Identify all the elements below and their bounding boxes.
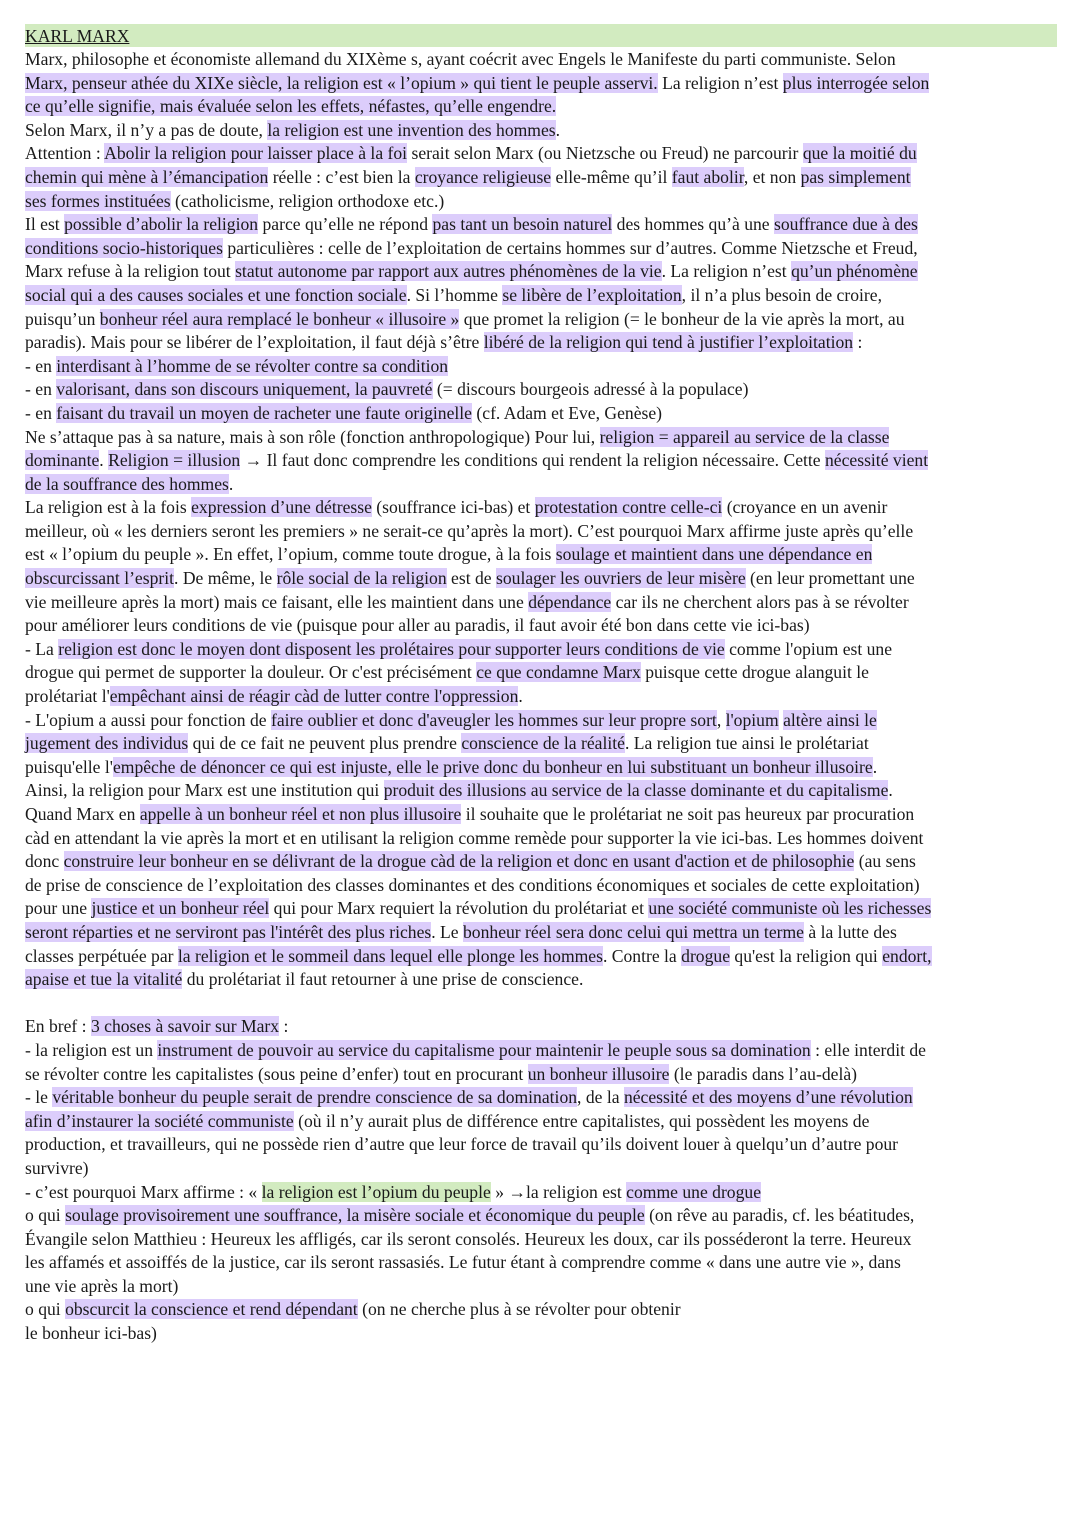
plain-text: prolétariat l' [25,686,110,707]
plain-text: o qui [25,1299,66,1320]
highlighted-text-purple: endort, [882,945,932,966]
highlighted-text-purple: ses formes instituées [25,190,171,211]
highlighted-text-purple: religion = appareil au service de la classe [599,426,890,447]
highlighted-text-purple: la religion est une invention des hommes [267,119,556,140]
highlighted-text-purple: appelle à un bonheur réel et non plus illusoire [139,804,462,824]
highlighted-text-purple: faisant du travail un moyen de racheter une faute originelle [56,402,472,423]
highlighted-text-purple: religion est donc le moyen dont disposent les prolétaires pour supporter leurs conditions de vie [58,638,725,659]
plain-text: puisqu'elle l' [25,756,113,777]
highlighted-text-purple: statut autonome par rapport aux autres phénomènes de la vie [235,261,662,282]
plain-text: les affamés et assoiffés de la justice, car ils seront rassasiés. Le futur étant à comprendre comme « dans une autre vie », dans [25,1252,901,1273]
plain-text: : [853,332,863,353]
text-line [25,449,1057,473]
text-line [25,921,1057,945]
plain-text: - L'opium a aussi pour fonction de [25,709,272,730]
plain-text: → Il faut donc comprendre les conditions qui rendent la religion nécessaire. Cette [240,450,825,471]
plain-text: (on rêve au paradis, cf. les béatitudes, [644,1205,915,1226]
plain-text: Évangile selon Matthieu : Heureux les affligés, car ils seront consolés. Heureux les doux, car ils posséderont la terre. Heureux [25,1228,912,1249]
plain-text: de prise de conscience de l’exploitation des classes dominantes et des conditions économiques et sociales de cette exploitation) [25,874,920,895]
highlighted-text-purple: apaise et tue la vitalité [25,969,183,990]
plain-text: Il est [25,214,65,235]
plain-text: . Le [431,921,463,942]
highlighted-text-purple: ce qu’elle signifie, mais évaluée selon les effets, néfastes, qu’elle engendre. [25,96,557,117]
document-body [25,48,1057,1346]
highlighted-text-purple: dépendance [528,591,612,612]
plain-text: puisque cette drogue alanguit le [640,662,869,683]
highlighted-text-purple: de la souffrance des hommes [25,473,229,494]
highlighted-text-purple: comme une drogue [626,1181,762,1202]
text-line [25,166,1057,190]
plain-text: drogue qui permet de supporter la douleur. Or c'est précisément [25,662,477,683]
text-line [25,237,1057,261]
text-line [25,520,1057,544]
highlighted-text-purple: chemin qui mène à l’émancipation [25,166,269,187]
plain-text: elle-même qu’il [551,166,672,187]
plain-text: - le [25,1087,53,1108]
highlighted-text-purple: soulager les ouvriers de leur misère [496,568,746,589]
plain-text: le bonheur ici-bas) [25,1323,157,1344]
text-line [25,378,1057,402]
text-line [25,732,1057,756]
plain-text: . [228,473,234,494]
text-line [25,1157,1057,1181]
plain-text: . Contre la [602,945,682,966]
text-line [25,213,1057,237]
highlighted-text-purple: instrument de pouvoir au service du capitalisme pour maintenir le peuple sous sa domination [157,1039,811,1060]
plain-text: est « l’opium du peuple ». En effet, l’opium, comme toute drogue, à la fois [25,544,556,565]
plain-text: , et non [743,166,801,187]
plain-text: (= discours bourgeois adressé à la populace) [432,379,749,400]
text-line [25,473,1057,497]
text-line [25,308,1057,332]
plain-text: : elle interdit de [810,1039,926,1060]
plain-text: se révolter contre les capitalistes (sous peine d’enfer) tout en procurant [25,1063,528,1084]
highlighted-text-purple: expression d’une détresse [191,497,372,518]
plain-text: il souhaite que le prolétariat ne soit pas heureux par procuration [461,804,915,824]
text-line [25,685,1057,709]
text-line [25,1110,1057,1134]
text-line [25,827,1057,851]
highlighted-text-purple: possible d’abolir la religion [64,214,259,235]
highlighted-text-green: la religion est l’opium du peuple [261,1181,491,1202]
text-line [25,968,1057,992]
plain-text: (cf. Adam et Eve, Genèse) [472,402,663,423]
plain-text: . Si l’homme [406,284,503,305]
highlighted-text-purple: soulage provisoirement une souffrance, la misère sociale et économique du peuple [65,1205,645,1226]
highlighted-text-purple: Religion = illusion [108,450,241,471]
highlighted-text-purple: obscurcit la conscience et rend dépendant [65,1299,358,1320]
plain-text: - la religion est un [25,1039,158,1060]
plain-text: pour améliorer leurs conditions de vie (puisque pour aller au paradis, il faut avoir été bon dans cette vie ici-bas) [25,615,810,636]
highlighted-text-purple: interdisant à l’homme de se révolter contre sa condition [56,355,449,376]
plain-text: du prolétariat il faut retourner à une prise de conscience. [182,969,584,990]
plain-text: (catholicisme, religion orthodoxe etc.) [170,190,445,211]
plain-text: - en [25,379,57,400]
highlighted-text-purple: bonheur réel aura remplacé le bonheur « illusoire » [99,308,460,329]
plain-text: . La religion tue ainsi le prolétariat [624,733,869,754]
plain-text: pour une [25,898,92,919]
text-line [25,543,1057,567]
highlighted-text-purple: soulage et maintient dans une dépendance en [555,544,873,565]
plain-text: En bref : [25,1016,91,1037]
plain-text: donc [25,851,64,872]
highlighted-text-purple: pas tant un besoin naturel [432,214,613,235]
text-line [25,1322,1057,1346]
plain-text: (on ne cherche plus à se révolter pour obtenir [357,1299,681,1320]
highlighted-text-purple: altère ainsi le [783,709,877,730]
text-line [25,661,1057,685]
title-highlight-bar [25,24,1057,47]
plain-text: comme l'opium est une [724,638,893,659]
highlighted-text-purple: rôle social de la religion [276,568,447,589]
plain-text: vie meilleure après la mort) mais ce faisant, elle les maintient dans une [25,591,529,612]
highlighted-text-purple: afin d’instaurer la société communiste [25,1110,294,1131]
plain-text: paradis). Mais pour se libérer de l’exploitation, il faut déjà s’être [25,332,484,353]
highlighted-text-purple: la religion et le sommeil dans lequel elle plonge les hommes [177,945,603,966]
text-line [25,48,1057,72]
text-line [25,614,1057,638]
text-line [25,1086,1057,1110]
highlighted-text-purple: social qui a des causes sociales et une fonction sociale [25,284,407,305]
text-line [25,119,1057,143]
plain-text: meilleur, où « les derniers seront les premiers » ne serait-ce qu’après la mort). C’est pourquoi Marx affirme juste après qu’elle [25,520,914,541]
plain-text: . [555,119,561,140]
text-line [25,190,1057,214]
plain-text: - La [25,638,59,659]
highlighted-text-purple: conditions socio-historiques [25,237,223,258]
highlighted-text-purple: protestation contre celle-ci [534,497,723,518]
plain-text: Marx refuse à la religion tout [25,261,236,282]
highlighted-text-purple: se libère de l’exploitation [502,284,682,305]
text-line [25,95,1057,119]
highlighted-text-purple: nécessité et des moyens d’une révolution [623,1087,913,1108]
highlighted-text-purple: souffrance due à des [774,214,918,235]
text-line [25,1204,1057,1228]
plain-text: (le paradis dans l’au-delà) [669,1063,857,1084]
plain-text: une vie après la mort) [25,1275,179,1296]
plain-text: particulières : celle de l’exploitation de certains hommes sur d’autres. Comme Nietzsche et Freud, [222,237,918,258]
text-line [25,709,1057,733]
highlighted-text-purple: construire leur bonheur en se délivrant de la drogue càd de la religion et donc en usant d'action et de philosophie [63,851,855,872]
text-line [25,1228,1057,1252]
plain-text: classes perpétuée par [25,945,178,966]
highlighted-text-purple: jugement des individus [25,733,189,754]
plain-text: (en leur promettant une [745,568,915,589]
plain-text: qu'est la religion qui [730,945,883,966]
text-line [25,284,1057,308]
plain-text: càd en attendant la vie après la mort et en utilisant la religion comme remède pour supporter la vie ici-bas. Les hommes doivent [25,827,924,848]
plain-text: Quand Marx en [25,804,140,824]
highlighted-text-purple: qu’un phénomène [791,261,918,282]
text-line [25,426,1057,450]
text-line [25,1251,1057,1275]
plain-text: survivre) [25,1157,89,1178]
highlighted-text-purple: une société communiste où les richesses [648,898,932,919]
plain-text: . [99,450,109,471]
highlighted-text-purple: valorisant, dans son discours uniquement, la pauvreté [56,379,433,400]
highlighted-text-purple: que la moitié du [802,143,917,164]
highlighted-text-purple: seront réparties et ne serviront pas l'intérêt des plus riches [25,921,432,942]
text-line [25,72,1057,96]
highlighted-text-purple: obscurcissant l’esprit [25,568,175,589]
highlighted-text-purple: pas simplement [800,166,911,187]
text-line [25,756,1057,780]
plain-text: (croyance en un avenir [722,497,888,518]
plain-text: - en [25,402,57,423]
text-line [25,1275,1057,1299]
highlighted-text-purple: l'opium [725,709,779,730]
highlighted-text-purple: drogue [681,945,731,966]
text-line [25,779,1057,803]
plain-text: Marx, philosophe et économiste allemand du XIXème s, ayant coécrit avec Engels le Manifeste du parti communiste. Selon [25,49,896,69]
blank-line [25,992,1057,1016]
text-line [25,567,1057,591]
text-line [25,945,1057,969]
plain-text: , de la [577,1087,624,1108]
highlighted-text-purple: un bonheur illusoire [527,1063,670,1084]
plain-text: parce qu’elle ne répond [258,214,433,235]
highlighted-text-purple: plus interrogée selon [782,72,930,93]
text-line [25,402,1057,426]
plain-text: puisqu’un [25,308,100,329]
plain-text: Selon Marx, il n’y a pas de doute, [25,119,268,140]
plain-text: La religion est à la fois [25,497,192,518]
text-line [25,331,1057,355]
highlighted-text-purple: croyance religieuse [414,166,552,187]
text-line [25,260,1057,284]
plain-text: qui de ce fait ne peuvent plus prendre [188,733,462,754]
plain-text: : [279,1016,289,1037]
highlighted-text-purple: libéré de la religion qui tend à justifier l’exploitation [483,332,854,353]
plain-text: réelle : c’est bien la [268,166,415,187]
plain-text: , il n’a plus besoin de croire, [681,284,882,305]
plain-text: o qui [25,1205,66,1226]
text-line [25,496,1057,520]
text-line [25,1181,1057,1205]
plain-text: , [716,709,726,730]
highlighted-text-purple: conscience de la réalité [461,733,625,754]
highlighted-text-purple: ce que condamne Marx [476,662,641,683]
highlighted-text-purple: dominante [25,450,100,471]
highlighted-text-purple: faut abolir [671,166,744,187]
highlighted-text-purple: 3 choses à savoir sur Marx [90,1016,280,1037]
plain-text: Ne s’attaque pas à sa nature, mais à son rôle (fonction anthropologique) Pour lui, [25,426,600,447]
text-line [25,850,1057,874]
plain-text: . [888,780,893,801]
highlighted-text-purple: bonheur réel sera donc celui qui mettra un terme [463,921,804,942]
plain-text: (où il n’y aurait plus de différence entre capitalistes, qui possèdent les moyens de [293,1110,870,1131]
plain-text: - c’est pourquoi Marx affirme : « [25,1181,262,1202]
text-line [25,1015,1057,1039]
plain-text: (au sens [854,851,916,872]
document-title: KARL MARX [25,26,130,46]
highlighted-text-purple: nécessité vient [825,450,929,471]
plain-text: . De même, le [174,568,277,589]
plain-text: production, et travailleurs, qui ne possède rien d’autre que leur force de travail qu’ils doivent louer à quelqu’un d’autre pour [25,1134,899,1155]
plain-text: car ils ne cherchent alors pas à se révolter [611,591,909,612]
plain-text: . [518,686,523,707]
plain-text: Attention : [25,143,105,164]
plain-text: (souffrance ici-bas) et [371,497,535,518]
highlighted-text-purple: véritable bonheur du peuple serait de prendre conscience de sa domination [52,1087,578,1108]
text-line [25,591,1057,615]
plain-text: Ainsi, la religion pour Marx est une institution qui [25,780,384,801]
text-line [25,1298,1057,1322]
text-line [25,638,1057,662]
plain-text: qui pour Marx requiert la révolution du prolétariat et [269,898,649,919]
text-line [25,142,1057,166]
highlighted-text-purple: produit des illusions au service de la classe dominante et du capitalisme [383,780,889,801]
text-line [25,897,1057,921]
plain-text: - en [25,355,57,376]
text-line [25,1039,1057,1063]
highlighted-text-purple: empêchant ainsi de réagir càd de lutter contre l'oppression [109,686,519,707]
highlighted-text-purple: faire oublier et donc d'aveugler les hommes sur leur propre sort [271,709,717,730]
text-line [25,803,1057,827]
plain-text: est de [446,568,496,589]
highlighted-text-purple: justice et un bonheur réel [91,898,270,919]
plain-text: des hommes qu’à une [612,214,775,235]
plain-text: que promet la religion (= le bonheur de la vie après la mort, au [459,308,905,329]
highlighted-text-purple: empêche de dénoncer ce qui est injuste, elle le prive donc du bonheur en lui substituant un bonheur illusoire [112,756,873,777]
text-line [25,1133,1057,1157]
text-line [25,1063,1057,1087]
plain-text: » →la religion est [490,1181,627,1202]
text-line [25,874,1057,898]
plain-text: . [872,756,878,777]
text-line [25,355,1057,379]
highlighted-text-purple: Marx, penseur athée du XIXe siècle, la religion est « l’opium » qui tient le peuple asservi. [25,72,658,93]
highlighted-text-purple: Abolir la religion pour laisser place à la foi [104,143,408,164]
plain-text: La religion n’est [657,72,783,93]
plain-text: . La religion n’est [661,261,792,282]
plain-text: serait selon Marx (ou Nietzsche ou Freud) ne parcourir [407,143,803,164]
document-page [25,24,1057,1346]
plain-text: à la lutte des [803,921,897,942]
